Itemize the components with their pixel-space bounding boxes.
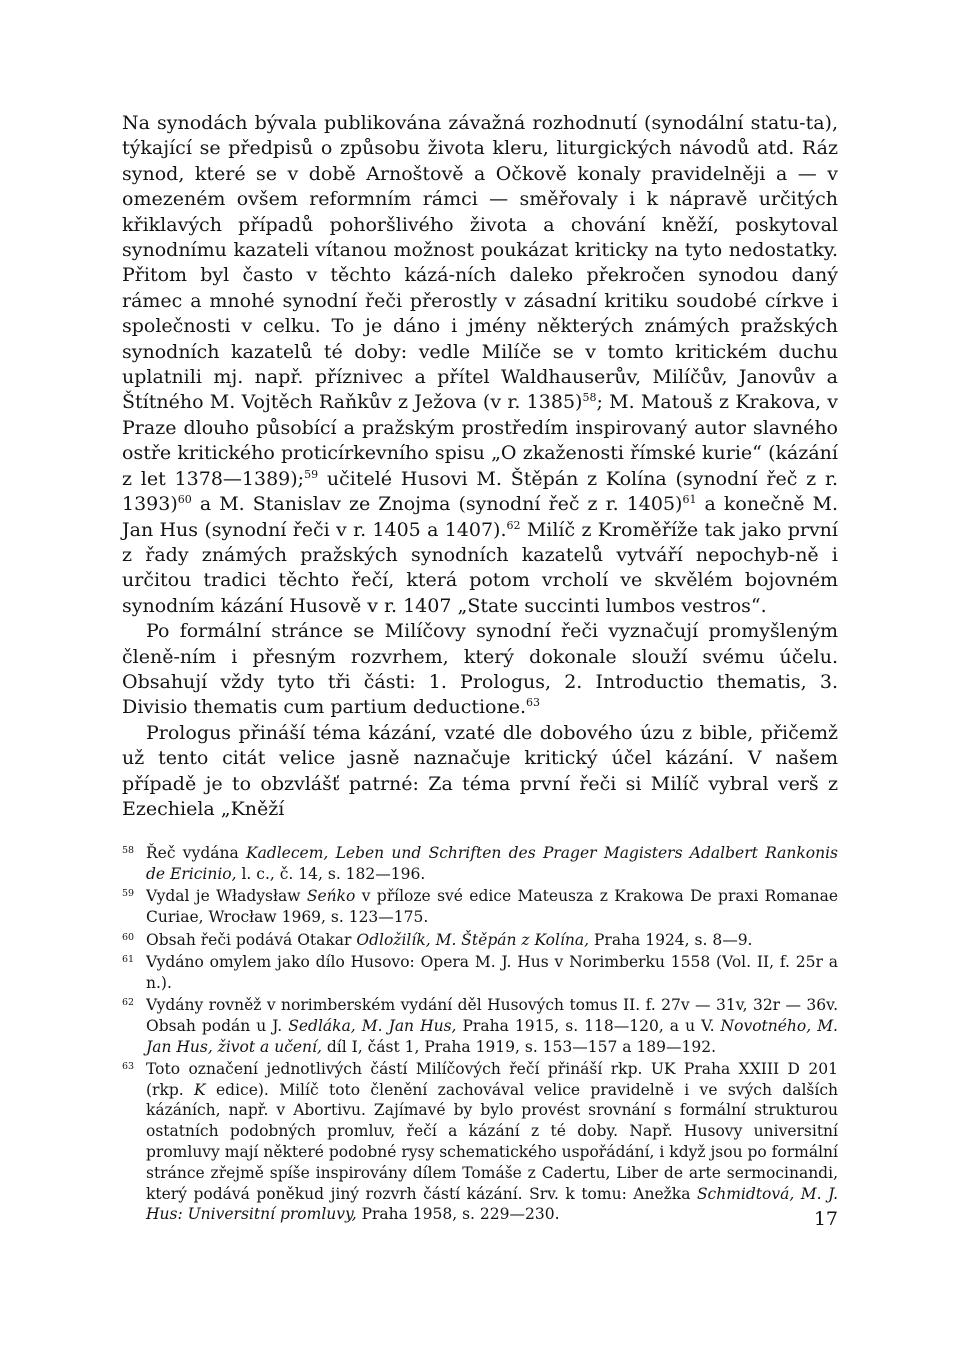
footnote-text <box>146 1059 838 1225</box>
footnote-number: 63 <box>122 1060 135 1072</box>
text-run: učitelé Husovi M. Štěpán z Kolína (synodní řeč z r. 1393) <box>122 467 838 516</box>
footnote-text <box>146 930 838 951</box>
footnote-number: 60 <box>122 931 135 943</box>
text-run: Řeč vydána <box>146 844 246 863</box>
footnote-number: 59 <box>122 888 135 900</box>
footnote-ref: 61 <box>682 493 697 507</box>
text-run: Vydány rovněž v norimberském vydání děl Husových tomus II. f. 27v — 31v, 32r — 36v. Obsah podán u J. <box>146 995 838 1035</box>
footnote <box>122 843 838 885</box>
footnote <box>122 886 838 928</box>
text-run: v příloze své edice Mateusza z Krakowa De praxi Romanae Curiae, Wrocław 1969, s. 123—175. <box>146 887 838 927</box>
text-run: a M. Stanislav ze Znojma (synodní řeč z r. 1405) <box>191 493 683 516</box>
italic-text: Schmidtová, M. J. Hus: Universitní promluvy, <box>146 1184 839 1224</box>
text-run: Vydáno omylem jako dílo Husovo: Opera M. J. Hus v Norimberku 1558 (Vol. II, f. 25r a n.). <box>146 952 838 992</box>
page-content <box>122 111 838 1227</box>
footnote-number: 62 <box>122 996 135 1008</box>
footnote-text <box>146 952 838 994</box>
italic-text: K <box>194 1080 206 1099</box>
italic-text: Odložilík, M. Štěpán z Kolína, <box>356 930 590 949</box>
text-run: l. c., č. 14, s. 182—196. <box>236 865 426 884</box>
text-run: ; M. Matouš z Krakova, v Praze dlouho působící a pražským prostředím inspirovaný autor slavného ostře kritického proticírkevního spisu „O zkaženosti římské kurie“ (kázání z let 1378—1389); <box>122 391 838 490</box>
text-run: Obsah řeči podává Otakar <box>146 930 357 949</box>
footnote-ref: 62 <box>506 518 521 532</box>
text-run: Praha 1915, s. 118—120, a u V. <box>456 1016 721 1035</box>
text-run: Praha 1958, s. 229—230. <box>356 1205 560 1224</box>
footnote-ref: 63 <box>526 696 541 710</box>
text-run: Milíč z Kroměříže tak jako první z řady známých pražských synodních kazatelů vytváří nepochyb-ně i určitou tradici těchto řečí, která potom vrcholí ve skvělém bojovném synodním kázání Husově v r. 1407 „State succinti lumbos vestros“. <box>122 518 838 617</box>
footnote <box>122 995 838 1057</box>
footnote <box>122 1059 838 1225</box>
text-run: Prologus přináší téma kázání, vzaté dle dobového úzu z bible, přičemž už tento citát velice jasně naznačuje kritický účel kázání. V našem případě je to obzvlášť patrné: Za téma první řeči si Milíč vybral verš z Ezechiela „Kněží <box>122 721 838 820</box>
text-run: edice). Milíč toto členění zachovával velice pravidelně i ve svých dalších kázáních, např. v Abortivu. Zajímavé by bylo provést srovnání s formální strukturou ostatních podobných promluv, řečí a kázání z té doby. Např. Husovy universitní promluvy mají některé podobné rysy schematického uspořádání, i když jsou po formální stránce zřejmě spíše inspirovány dílem Tomáše z Cadertu, Liber de arte sermocinandi, který podává poněkud jiný rozvrh částí kázání. Srv. k tomu: Anežka <box>146 1080 838 1203</box>
text-run: Praha 1924, s. 8—9. <box>589 930 753 949</box>
italic-text: Kadlecem, Leben und Schriften des Prager Magisters Adalbert Rankonis de Ericinio, <box>146 844 838 884</box>
footnote-ref: 60 <box>177 493 192 507</box>
paragraph <box>122 111 838 619</box>
italic-text: Sedláka, M. Jan Hus, <box>288 1016 457 1035</box>
footnotes-section <box>122 843 838 1225</box>
footnote-ref: 58 <box>582 391 597 405</box>
body-text <box>122 111 838 822</box>
page-number: 17 <box>813 1208 838 1230</box>
text-run: Toto označení jednotlivých částí Milíčových řečí přináší rkp. UK Praha XXIII D 201 (rkp. <box>146 1059 838 1099</box>
footnote-number: 61 <box>122 953 135 965</box>
italic-text: Novotného, M. Jan Hus, život a učení, <box>146 1016 838 1056</box>
footnote-text <box>146 886 838 928</box>
footnote-number: 58 <box>122 845 135 857</box>
text-run: Po formální stránce se Milíčovy synodní řeči vyznačují promyšleným členě-ním i přesným rozvrhem, který dokonale slouží svému účelu. Obsahují vždy tyto tři části: 1. Prologus, 2. Introductio thematis, 3. Divisio thematis cum partium deductione. <box>122 620 838 719</box>
text-run: Na synodách bývala publikována závažná rozhodnutí (synodální statu-ta), týkající se předpisů o způsobu života kleru, liturgických návodů atd. Ráz synod, které se v době Arnoštově a Očkově konaly pravidelněji a — v omezeném ovšem reformním rámci — směřovaly i k nápravě určitých křiklavých případů pohoršlivého života a chování kněží, poskytoval synodnímu kazateli vítanou možnost poukázat kriticky na tyto nedostatky. Přitom byl často v těchto kázá-ních daleko překročen synodou daný rámec a mnohé synodní řeči přerostly v zásadní kritiku soudobé církve i společnosti v celku. To je dáno i jmény některých známých pražských synodních kazatelů té doby: vedle Milíče se v tomto kritickém duchu uplatnili mj. např. příznivec a přítel Waldhauserův, Milíčův, Janovův a Štítného M. Vojtěch Raňkův z Ježova (v r. 1385) <box>122 112 838 414</box>
text-run: díl I, část 1, Praha 1919, s. 153—157 a 189—192. <box>321 1037 717 1056</box>
footnote-text <box>146 995 838 1057</box>
italic-text: Seńko <box>306 887 356 906</box>
paragraph <box>122 721 838 823</box>
footnote-text <box>146 843 838 885</box>
footnote <box>122 952 838 994</box>
footnote-ref: 59 <box>304 467 319 481</box>
paragraph <box>122 619 838 721</box>
text-run: Vydal je Władysław <box>146 887 307 906</box>
footnote <box>122 930 838 951</box>
text-run: a konečně M. Jan Hus (synodní řeči v r. 1405 a 1407). <box>122 493 839 541</box>
